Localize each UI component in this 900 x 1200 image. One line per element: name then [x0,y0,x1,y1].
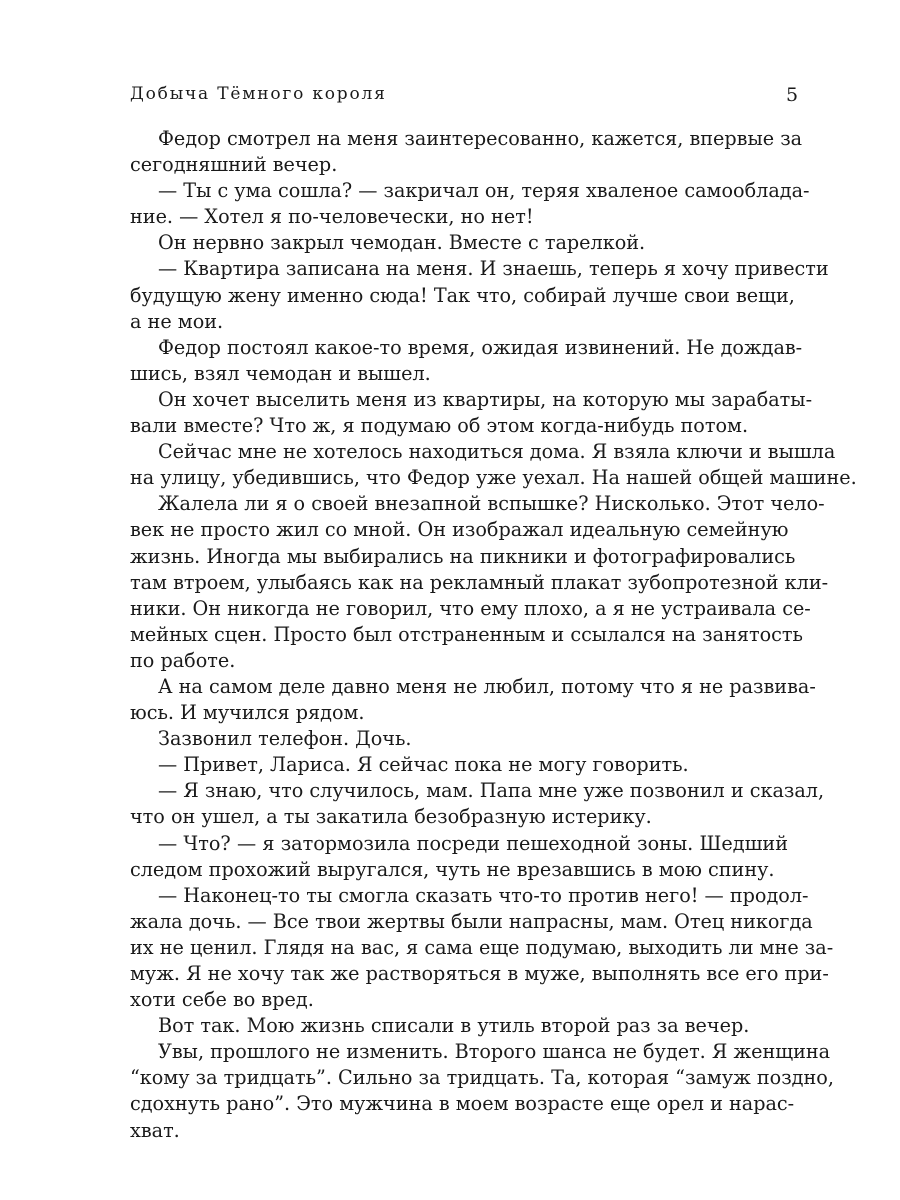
text-line: ники. Он никогда не говорил, что ему плохо, а я не устраивала се- [130,596,811,620]
text-line: — Наконец-то ты смогла сказать что-то против него! — продол- [158,883,809,907]
text-line: Он хочет выселить меня из квартиры, на которую мы зарабаты- [158,387,813,411]
text-line: Федор постоял какое-то время, ожидая извинений. Не дождав- [158,335,803,359]
text-line: “кому за тридцать”. Сильно за тридцать. Та, которая “замуж поздно, [130,1066,834,1090]
body-text [130,126,857,1144]
text-line: их не ценил. Глядя на вас, я сама еще подумаю, выходить ли мне за- [130,935,834,959]
page-number: 5 [786,84,799,106]
text-line: — Ты с ума сошла? — закричал он, теряя хваленое самооблада- [158,179,810,203]
text-line: на улицу, убедившись, что Федор уже уехал. На нашей общей машине. [130,466,857,490]
text-line: юсь. И мучился рядом. [130,701,365,725]
text-line: — Что? — я затормозила посреди пешеходной зоны. Шедший [158,831,788,855]
text-line: сдохнуть рано”. Это мужчина в моем возрасте еще орел и нарас- [130,1092,795,1116]
text-line: что он ушел, а ты закатила безобразную истерику. [130,805,652,829]
text-line: жала дочь. — Все твои жертвы были напрасны, мам. Отец никогда [130,909,813,933]
text-line: — Квартира записана на меня. И знаешь, теперь я хочу привести [158,257,829,281]
text-line: шись, взял чемодан и вышел. [130,361,431,385]
text-line: Жалела ли я о своей внезапной вспышке? Нисколько. Этот чело- [158,492,825,516]
text-line: муж. Я не хочу так же растворяться в муже, выполнять все его при- [130,962,829,985]
text-line: Вот так. Мою жизнь списали в утиль второй раз за вечер. [158,1014,750,1038]
text-line: ние. — Хотел я по-человечески, но нет! [130,205,534,229]
text-line: сегодняшний вечер. [130,153,338,177]
text-line: следом прохожий выругался, чуть не врезавшись в мою спину. [130,857,775,881]
text-line: жизнь. Иногда мы выбирались на пикники и фотографировались [130,544,796,568]
text-line: Он нервно закрыл чемодан. Вместе с тарелкой. [158,231,646,255]
text-line: будущую жену именно сюда! Так что, собирай лучше свои вещи, [130,283,795,307]
text-line: хоти себе во вред. [130,988,314,1012]
text-line: А на самом деле давно меня не любил, потому что я не развива- [158,674,816,698]
text-line: а не мои. [130,309,224,333]
text-line: там втроем, улыбаясь как на рекламный плакат зубопротезной кли- [130,570,829,594]
text-line: — Я знаю, что случилось, мам. Папа мне уже позвонил и сказал, [158,779,825,803]
running-head-title: Добыча Тёмного короля [130,84,387,104]
text-line: хват. [130,1118,180,1142]
text-line: Сейчас мне не хотелось находиться дома. Я взяла ключи и вышла [158,440,836,464]
text-line: вали вместе? Что ж, я подумаю об этом когда-нибудь потом. [130,414,749,438]
text-line: Зазвонил телефон. Дочь. [158,727,412,751]
text-line: — Привет, Лариса. Я сейчас пока не могу говорить. [158,753,689,777]
text-line: по работе. [130,648,236,672]
text-line: Увы, прошлого не изменить. Второго шанса не будет. Я женщина [158,1040,831,1064]
text-line: мейных сцен. Просто был отстраненным и ссылался на занятость [130,622,803,646]
text-line: Федор смотрел на меня заинтересованно, кажется, впервые за [158,127,803,150]
text-line: век не просто жил со мной. Он изображал идеальную семейную [130,518,789,542]
